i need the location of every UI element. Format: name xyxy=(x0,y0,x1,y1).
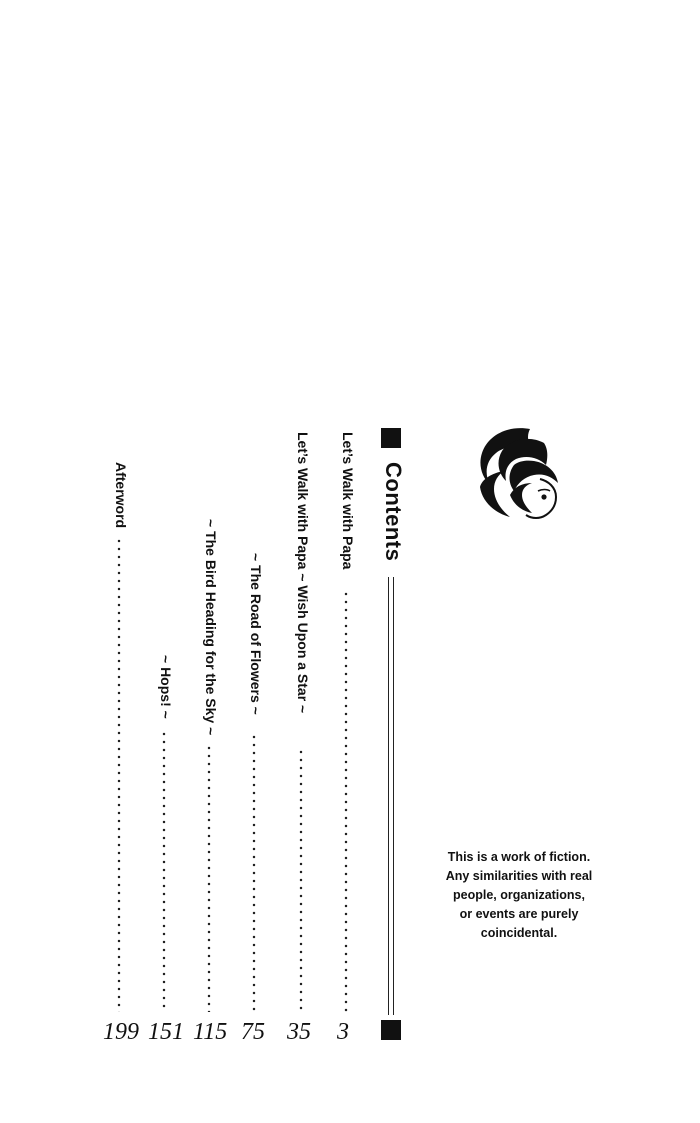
toc-entry-label: Let’s Walk with Papa xyxy=(340,432,356,570)
toc-entry-label: Afterword xyxy=(113,462,129,529)
toc-leader-dots xyxy=(299,748,303,1012)
contents-title: Contents xyxy=(381,462,406,562)
fiction-disclaimer xyxy=(430,848,608,943)
disclaimer-line: or events are purely xyxy=(459,907,579,921)
disclaimer-line: This is a work of fiction. xyxy=(447,850,591,864)
toc-entry-label: Let’s Walk with Papa ~ Wish Upon a Star ~ xyxy=(295,432,311,714)
toc-leader-dots xyxy=(344,590,348,1012)
toc-page-number: 199 xyxy=(103,1019,139,1045)
toc-page-number: 3 xyxy=(337,1019,349,1045)
toc-page-number: 35 xyxy=(287,1019,311,1045)
disclaimer-line: Any similarities with real xyxy=(445,869,593,883)
header-double-rule xyxy=(388,577,394,1015)
header-square-marker-bottom xyxy=(381,1020,401,1040)
toc-entry-label: ~ The Road of Flowers ~ xyxy=(248,553,264,715)
toc-leader-dots xyxy=(117,537,121,1012)
toc-leader-dots xyxy=(162,730,166,1012)
toc-entry-label: ~ The Bird Heading for the Sky ~ xyxy=(203,519,219,736)
woman-profile-logo-icon xyxy=(470,425,565,525)
toc-page-number: 75 xyxy=(241,1019,265,1045)
toc-entry-label: ~ Hops! ~ xyxy=(158,655,174,719)
toc-leader-dots xyxy=(207,744,211,1012)
disclaimer-line: people, organizations, xyxy=(453,888,585,902)
toc-leader-dots xyxy=(252,733,256,1012)
header-square-marker-top xyxy=(381,428,401,448)
disclaimer-line: coincidental. xyxy=(480,926,558,940)
toc-page-number: 115 xyxy=(193,1019,228,1045)
toc-page-number: 151 xyxy=(148,1019,184,1045)
